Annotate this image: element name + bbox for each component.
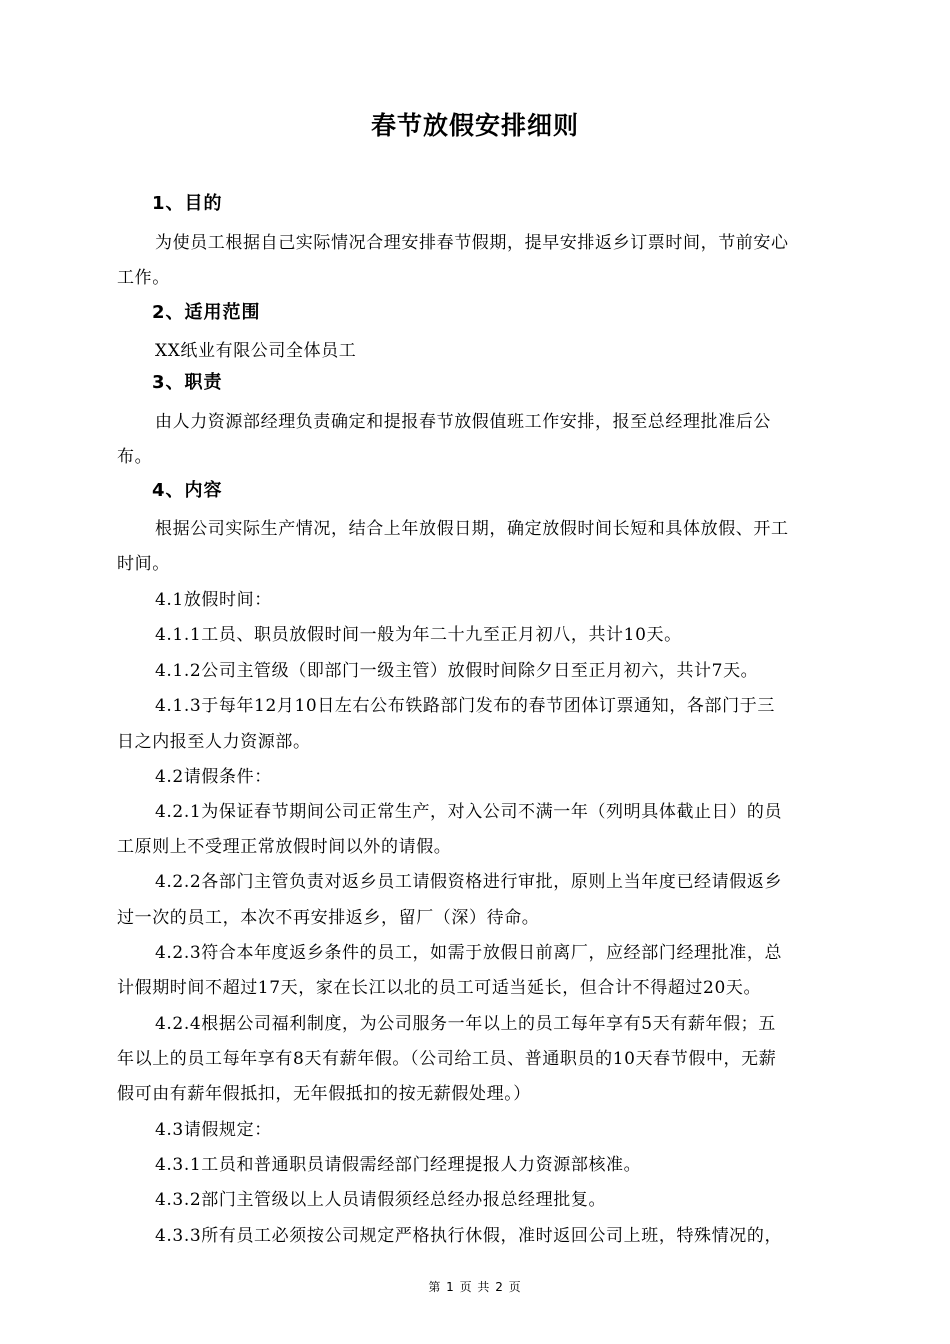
clause-line: 日之内报至人力资源部。 (117, 732, 311, 752)
clause-line: 4.2.1为保证春节期间公司正常生产，对入公司不满一年（列明具体截止日）的员 (155, 802, 783, 822)
clause-line: 4.2.2各部门主管负责对返乡员工请假资格进行审批，原则上当年度已经请假返乡 (155, 872, 783, 892)
paragraph-line: 布。 (117, 447, 153, 467)
section-heading-scope: 2、适用范围 (152, 302, 261, 323)
clause-line: 过一次的员工，本次不再安排返乡，留厂（深）待命。 (117, 908, 540, 928)
page-title: 春节放假安排细则 (370, 111, 579, 140)
clause-line: 4.3.3所有员工必须按公司规定严格执行休假，准时返回公司上班，特殊情况的， (155, 1226, 783, 1246)
paragraph-line: 时间。 (117, 554, 170, 574)
subsection-heading: 4.3请假规定： (155, 1120, 272, 1140)
page-number-footer: 第 1 页 共 2 页 (428, 1280, 522, 1294)
section-heading-content: 4、内容 (152, 480, 223, 501)
clause-line: 4.1.2公司主管级（即部门一级主管）放假时间除夕日至正月初六，共计7天。 (155, 661, 759, 681)
clause-line: 4.3.2部门主管级以上人员请假须经总经办报总经理批复。 (155, 1190, 607, 1210)
paragraph-line: 根据公司实际生产情况，结合上年放假日期，确定放假时间长短和具体放假、开工 (155, 519, 789, 539)
clause-line: 计假期时间不超过17天，家在长江以北的员工可适当延长，但合计不得超过20天。 (117, 978, 762, 998)
subsection-heading: 4.2请假条件： (155, 767, 272, 787)
paragraph-line: 为使员工根据自己实际情况合理安排春节假期，提早安排返乡订票时间，节前安心 (155, 233, 789, 253)
subsection-heading: 4.1放假时间： (155, 590, 272, 610)
clause-line: 工原则上不受理正常放假时间以外的请假。 (117, 837, 452, 857)
clause-line: 4.2.3符合本年度返乡条件的员工，如需于放假日前离厂，应经部门经理批准，总 (155, 943, 783, 963)
clause-line: 4.3.1工员和普通职员请假需经部门经理提报人力资源部核准。 (155, 1155, 642, 1175)
section-heading-purpose: 1、目的 (152, 193, 223, 214)
clause-line: 假可由有薪年假抵扣，无年假抵扣的按无薪假处理。） (117, 1084, 531, 1104)
paragraph-line: XX纸业有限公司全体员工 (155, 341, 357, 361)
paragraph-line: 由人力资源部经理负责确定和提报春节放假值班工作安排，报至总经理批准后公 (155, 412, 771, 432)
clause-line: 4.1.1工员、职员放假时间一般为年二十九至正月初八，共计10天。 (155, 625, 682, 645)
paragraph-line: 工作。 (117, 268, 170, 288)
section-heading-responsibility: 3、职责 (152, 372, 223, 393)
clause-line: 4.2.4根据公司福利制度，为公司服务一年以上的员工每年享有5天有薪年假；五 (155, 1014, 776, 1034)
clause-line: 4.1.3于每年12月10日左右公布铁路部门发布的春节团体订票通知，各部门于三 (155, 696, 775, 716)
clause-line: 年以上的员工每年享有8天有薪年假。（公司给工员、普通职员的10天春节假中，无薪 (117, 1049, 777, 1069)
